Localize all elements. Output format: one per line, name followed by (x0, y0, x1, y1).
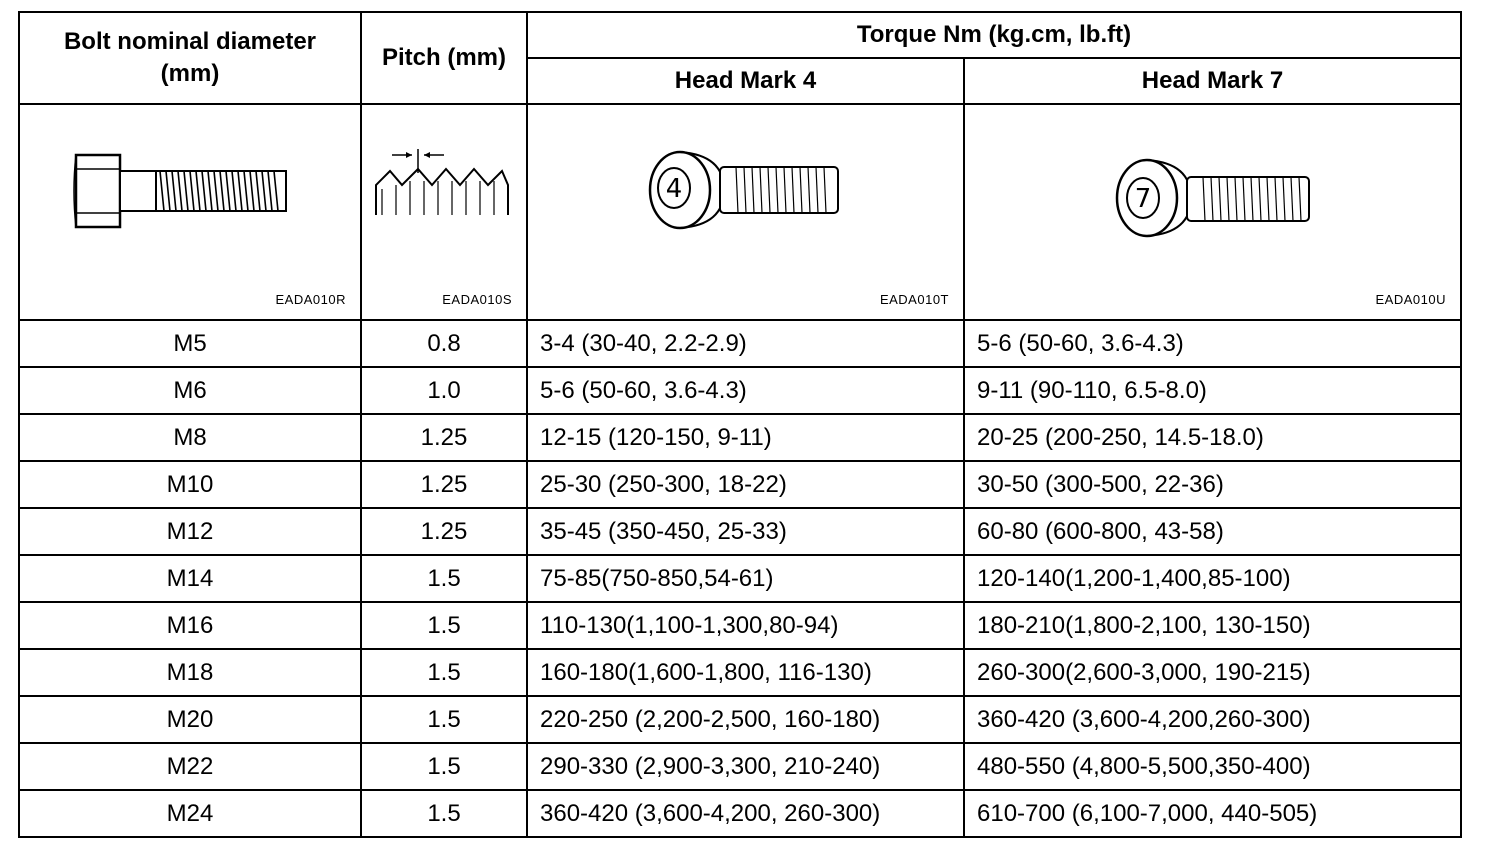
pitch-cell: 1.0 (361, 367, 527, 414)
table-row (19, 602, 1461, 649)
torque-mark-4-cell: 35-45 (350-450, 25-33) (527, 508, 964, 555)
head-mark-7-illustration-cell (964, 104, 1461, 320)
torque-mark-4-cell: 360-420 (3,600-4,200, 260-300) (527, 790, 964, 837)
pitch-cell: 0.8 (361, 320, 527, 367)
bolt-size-cell: M22 (19, 743, 361, 790)
torque-spec-sheet (18, 11, 1460, 847)
bolt-size-cell: M18 (19, 649, 361, 696)
table-row (19, 320, 1461, 367)
torque-mark-7-cell: 610-700 (6,100-7,000, 440-505) (964, 790, 1461, 837)
torque-mark-4-cell: 75-85(750-850,54-61) (527, 555, 964, 602)
pitch-cell: 1.5 (361, 602, 527, 649)
bolt-size-cell: M12 (19, 508, 361, 555)
table-row (19, 367, 1461, 414)
table-row (19, 649, 1461, 696)
pitch-cell: 1.25 (361, 461, 527, 508)
table-row (19, 508, 1461, 555)
table-row (19, 696, 1461, 743)
torque-column-header: Torque Nm (kg.cm, lb.ft) (527, 12, 1461, 58)
bolt-size-cell: M16 (19, 602, 361, 649)
table-row (19, 555, 1461, 602)
bolt-head-mark-4-icon (646, 145, 856, 235)
torque-mark-7-cell: 180-210(1,800-2,100, 130-150) (964, 602, 1461, 649)
pitch-cell: 1.25 (361, 414, 527, 461)
torque-mark-4-cell: 290-330 (2,900-3,300, 210-240) (527, 743, 964, 790)
torque-mark-7-cell: 20-25 (200-250, 14.5-18.0) (964, 414, 1461, 461)
torque-mark-4-cell: 110-130(1,100-1,300,80-94) (527, 602, 964, 649)
torque-mark-7-cell: 260-300(2,600-3,000, 190-215) (964, 649, 1461, 696)
image-code-label: EADA010S (442, 292, 512, 307)
head-mark-digit: 4 (665, 174, 683, 204)
torque-mark-4-cell: 12-15 (120-150, 9-11) (527, 414, 964, 461)
pitch-cell: 1.25 (361, 508, 527, 555)
torque-mark-7-cell: 30-50 (300-500, 22-36) (964, 461, 1461, 508)
torque-mark-7-cell: 120-140(1,200-1,400,85-100) (964, 555, 1461, 602)
pitch-cell: 1.5 (361, 743, 527, 790)
table-row (19, 461, 1461, 508)
torque-mark-7-cell: 480-550 (4,800-5,500,350-400) (964, 743, 1461, 790)
head-mark-4-illustration-cell (527, 104, 964, 320)
table-row (19, 743, 1461, 790)
bolt-head-mark-7-icon (1113, 153, 1323, 243)
torque-mark-4-cell: 220-250 (2,200-2,500, 160-180) (527, 696, 964, 743)
torque-mark-4-cell: 25-30 (250-300, 18-22) (527, 461, 964, 508)
head-mark-digit: 7 (1134, 184, 1152, 214)
pitch-cell: 1.5 (361, 555, 527, 602)
table-row (19, 414, 1461, 461)
pitch-illustration-cell (361, 104, 527, 320)
pitch-column-header: Pitch (mm) (361, 12, 527, 104)
torque-mark-7-cell: 9-11 (90-110, 6.5-8.0) (964, 367, 1461, 414)
bolt-size-cell: M8 (19, 414, 361, 461)
bolt-torque-table (18, 11, 1462, 838)
bolt-size-cell: M10 (19, 461, 361, 508)
image-code-label: EADA010U (1375, 292, 1446, 307)
bolt-size-cell: M6 (19, 367, 361, 414)
bolt-side-view-icon (72, 147, 302, 237)
torque-mark-4-cell: 3-4 (30-40, 2.2-2.9) (527, 320, 964, 367)
pitch-cell: 1.5 (361, 696, 527, 743)
bolt-size-cell: M20 (19, 696, 361, 743)
diameter-column-header: Bolt nominal diameter (mm) (19, 12, 361, 104)
torque-mark-7-cell: 360-420 (3,600-4,200,260-300) (964, 696, 1461, 743)
bolt-size-cell: M5 (19, 320, 361, 367)
torque-mark-7-cell: 60-80 (600-800, 43-58) (964, 508, 1461, 555)
torque-mark-7-cell: 5-6 (50-60, 3.6-4.3) (964, 320, 1461, 367)
image-code-label: EADA010T (879, 292, 949, 307)
image-code-label: EADA010R (275, 292, 346, 307)
thread-pitch-icon (372, 145, 512, 225)
table-row (19, 790, 1461, 837)
torque-mark-4-cell: 160-180(1,600-1,800, 116-130) (527, 649, 964, 696)
pitch-cell: 1.5 (361, 790, 527, 837)
bolt-size-cell: M24 (19, 790, 361, 837)
head-mark-7-header: Head Mark 7 (964, 58, 1461, 104)
pitch-cell: 1.5 (361, 649, 527, 696)
torque-mark-4-cell: 5-6 (50-60, 3.6-4.3) (527, 367, 964, 414)
head-mark-4-header: Head Mark 4 (527, 58, 964, 104)
bolt-diameter-illustration-cell (19, 104, 361, 320)
bolt-size-cell: M14 (19, 555, 361, 602)
